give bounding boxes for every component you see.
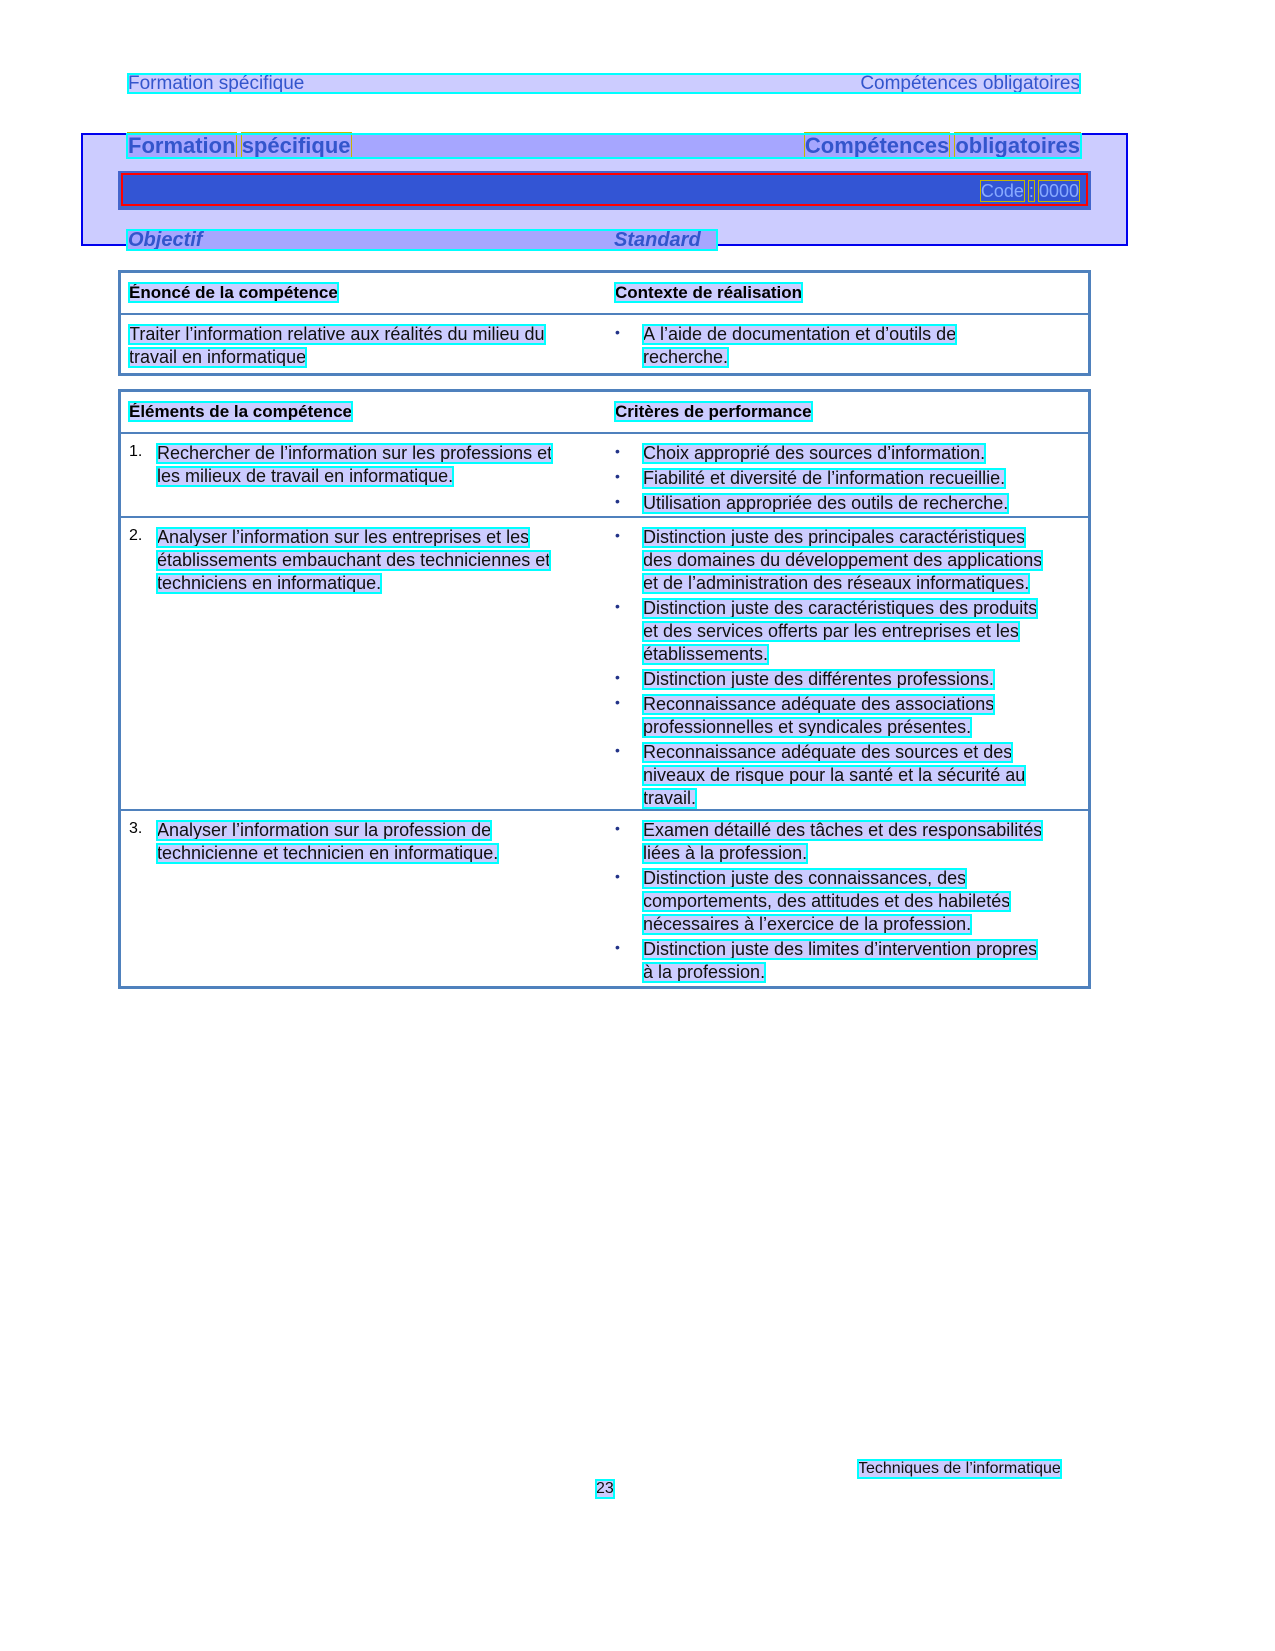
line-text: Rechercher de l’information sur les professions et [157,443,553,463]
line-text: niveaux de risque pour la santé et la sécurité au [643,765,1026,785]
line-text: Utilisation appropriée des outils de recherche. [643,493,1009,513]
text-line [643,717,1042,740]
element-number: 2. [129,527,143,544]
text-line [643,765,1042,788]
text-line [643,468,1008,491]
line-text: travail. [643,788,697,808]
text-line [643,742,1042,765]
header-text: Contexte de réalisation [615,283,803,302]
title-word: Formation [128,133,236,158]
title-word: obligatoires [955,133,1080,158]
bullet-icon: • [615,694,620,710]
line-text: et de l’administration des réseaux informatiques. [643,573,1030,593]
line-text: travail en informatique [129,347,307,367]
line-text: comportements, des attitudes et des habiletés [643,891,1011,911]
header-row [121,273,1088,315]
criterion-item [615,324,956,370]
line-text: Analyser l’information sur la profession de [157,820,492,840]
body-row [121,315,1088,373]
text-line [643,347,956,370]
line-text: liées à la profession. [643,843,808,863]
running-header-right: Compétences obligatoires [860,73,1080,94]
bullet-icon: • [615,527,620,543]
header-row [121,392,1088,434]
section-title [128,135,1080,157]
title-word: Compétences [804,133,950,158]
line-text: technicienne et technicien en informatique. [157,843,499,863]
footer-program: Techniques de l’informatique [858,1460,1061,1477]
header-text: Critères de performance [615,402,812,421]
header-cell [615,402,812,422]
text-line [643,598,1042,621]
line-text: Fiabilité et diversité de l’information recueillie. [643,468,1006,488]
statement-table [118,270,1091,376]
line-text: techniciens en informatique. [157,573,382,593]
bullet-icon: • [615,868,620,884]
bullet-icon: • [615,468,620,484]
elements-table [118,389,1091,989]
code-sep: : [1028,181,1034,201]
criterion-item [615,493,1008,516]
line-text: nécessaires à l’exercice de la profession. [643,914,972,934]
line-text: recherche. [643,347,729,367]
text-line [643,550,1042,573]
line-text: Distinction juste des caractéristiques des produits [643,598,1038,618]
criterion-item [615,468,1008,491]
criterion-item [615,820,1042,866]
line-text: Distinction juste des limites d’intervention propres [643,939,1038,959]
text-line [643,820,1042,843]
line-text: établissements embauchant des techniciennes et [157,550,551,570]
header-cell [129,283,338,303]
objective-bar [128,231,716,249]
element-number: 3. [129,820,143,837]
text-line [643,891,1042,914]
line-text: Reconnaissance adéquate des sources et des [643,742,1013,762]
criteria-cell [615,820,1042,987]
criteria-cell [615,527,1042,813]
line-text: les milieux de travail en informatique. [157,466,454,486]
bullet-icon: • [615,443,620,459]
text-line [643,962,1042,985]
text-line [643,527,1042,550]
standard-label: Standard [614,229,701,251]
criterion-item [615,694,1042,740]
criterion-item [615,868,1042,937]
line-text: Choix approprié des sources d’information. [643,443,986,463]
criterion-item [615,669,1042,692]
text-line [643,573,1042,596]
text-line [643,843,1042,866]
statement-cell [129,324,545,370]
bullet-icon: • [615,742,620,758]
element-row [121,434,1088,518]
line-text: établissements. [643,644,769,664]
text-line [643,868,1042,891]
text-line [643,443,1008,466]
running-header [128,74,1080,93]
line-text: Analyser l’information sur les entreprises et les [157,527,530,547]
running-header-left: Formation spécifique [128,73,305,94]
element-number: 1. [129,443,143,460]
line-text: professionnelles et syndicales présentes. [643,717,972,737]
text-line [643,644,1042,667]
header-text: Énoncé de la compétence [129,283,338,302]
bullet-icon: • [615,324,620,340]
line-text: Distinction juste des principales caractéristiques [643,527,1026,547]
line-text: des domaines du développement des applications [643,550,1043,570]
line-text: et des services offerts par les entreprises et les [643,621,1019,641]
criterion-item [615,939,1042,985]
text-line [129,324,545,347]
text-line [643,621,1042,644]
line-text: à la profession. [643,962,766,982]
element-row [121,811,1088,986]
line-text: Reconnaissance adéquate des associations [643,694,995,714]
text-line [643,493,1008,516]
line-text: Distinction juste des différentes professions. [643,669,994,689]
code-bar-inner [121,173,1088,206]
line-text: Distinction juste des connaissances, des [643,868,967,888]
page-number: 23 [596,1480,614,1497]
bullet-icon: • [615,820,620,836]
line-text: Traiter l’information relative aux réalités du milieu du [129,324,545,344]
header-cell [129,402,352,422]
text-line [643,324,956,347]
objective-label: Objectif [128,229,203,251]
header-text: Éléments de la compétence [129,402,352,421]
text-line [643,939,1042,962]
title-word: spécifique [241,133,351,158]
bullet-icon: • [615,939,620,955]
text-line [643,914,1042,937]
context-cell [615,324,956,372]
text-line [643,788,1042,811]
code-value: 0000 [1038,181,1079,201]
header-cell [615,283,802,303]
bullet-icon: • [615,598,620,614]
competency-code [981,182,1079,200]
criteria-cell [615,443,1008,518]
code-label: Code [980,181,1024,201]
text-line [643,694,1042,717]
bullet-icon: • [615,493,620,509]
line-text: À l’aide de documentation et d’outils de [643,324,957,344]
criterion-item [615,742,1042,811]
text-line [643,669,1042,692]
criterion-item [615,598,1042,667]
criterion-item [615,443,1008,466]
criterion-item [615,527,1042,596]
element-row [121,518,1088,811]
line-text: Examen détaillé des tâches et des responsabilités [643,820,1043,840]
bullet-icon: • [615,669,620,685]
text-line [129,347,545,370]
